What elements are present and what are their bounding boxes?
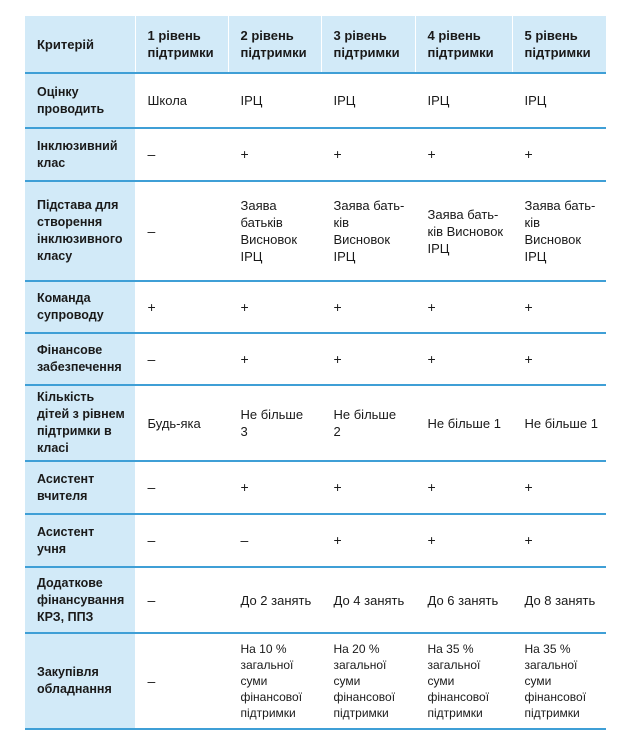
table-row [25,281,606,333]
table-row [25,73,606,128]
criterion-cell: Асистент вчителя [25,461,135,514]
criterion-cell: Асистент учня [25,514,135,567]
level-3-cell: + [321,461,415,514]
level-5-cell: Заява бать-ків Висновок ІРЦ [512,181,606,281]
level-1-cell: – [135,128,228,181]
level-5-cell: До 8 занять [512,567,606,633]
level-5-cell: + [512,333,606,385]
level-2-cell: + [228,128,321,181]
level-5-cell: + [512,281,606,333]
criterion-cell: Оцінку проводить [25,73,135,128]
level-4-cell: Не більше 1 [415,385,512,461]
level-3-cell: + [321,128,415,181]
criterion-cell: Кількість дітей з рівнем підтримки в класі [25,385,135,461]
criterion-cell: Команда супроводу [25,281,135,333]
criterion-cell: Інклюзивний клас [25,128,135,181]
criterion-cell: Закупівля обладнання [25,633,135,729]
level-2-cell: + [228,281,321,333]
level-1-cell: + [135,281,228,333]
level-5-cell: + [512,128,606,181]
level-3-cell: На 20 % загальної суми фінансової підтримки [321,633,415,729]
level-3-cell: Заява бать-ків Висновок ІРЦ [321,181,415,281]
level-2-cell: Не більше 3 [228,385,321,461]
table-row [25,128,606,181]
criterion-cell: Підстава для створення інклюзивного класу [25,181,135,281]
level-2-cell: На 10 % загальної суми фінансової підтримки [228,633,321,729]
level-2-cell: – [228,514,321,567]
table-row [25,461,606,514]
level-2-cell: До 2 занять [228,567,321,633]
level-1-cell: – [135,333,228,385]
level-5-cell: На 35 % загальної суми фінансової підтримки [512,633,606,729]
level-2-cell: + [228,333,321,385]
header-level-4: 4 рівень підтримки [415,16,512,73]
criterion-cell: Додаткове фінансування КРЗ, ППЗ [25,567,135,633]
level-1-cell: Будь-яка [135,385,228,461]
level-4-cell: + [415,128,512,181]
level-2-cell: ІРЦ [228,73,321,128]
level-3-cell: + [321,514,415,567]
criterion-cell: Фінансове забезпечення [25,333,135,385]
level-4-cell: До 6 занять [415,567,512,633]
header-level-1: 1 рівень підтримки [135,16,228,73]
level-4-cell: + [415,333,512,385]
table-row [25,567,606,633]
table-row [25,514,606,567]
level-3-cell: + [321,333,415,385]
level-2-cell: + [228,461,321,514]
level-3-cell: ІРЦ [321,73,415,128]
table-row [25,181,606,281]
level-5-cell: Не більше 1 [512,385,606,461]
header-level-5: 5 рівень підтримки [512,16,606,73]
level-5-cell: ІРЦ [512,73,606,128]
level-4-cell: + [415,514,512,567]
level-1-cell: – [135,567,228,633]
level-3-cell: До 4 занять [321,567,415,633]
level-4-cell: Заява бать-ків Висновок ІРЦ [415,181,512,281]
header-criteria: Критерій [25,16,135,73]
level-5-cell: + [512,514,606,567]
table-row [25,633,606,729]
header-level-2: 2 рівень підтримки [228,16,321,73]
level-1-cell: – [135,514,228,567]
table-row [25,333,606,385]
level-3-cell: + [321,281,415,333]
level-1-cell: – [135,461,228,514]
level-4-cell: + [415,281,512,333]
table-header-row [25,16,606,73]
level-1-cell: – [135,181,228,281]
support-levels-table [25,16,606,730]
level-1-cell: – [135,633,228,729]
header-level-3: 3 рівень підтримки [321,16,415,73]
level-2-cell: Заява батьків Висновок ІРЦ [228,181,321,281]
table-row [25,385,606,461]
level-4-cell: ІРЦ [415,73,512,128]
level-4-cell: На 35 % загальної суми фінансової підтримки [415,633,512,729]
level-5-cell: + [512,461,606,514]
level-4-cell: + [415,461,512,514]
level-3-cell: Не більше 2 [321,385,415,461]
level-1-cell: Школа [135,73,228,128]
